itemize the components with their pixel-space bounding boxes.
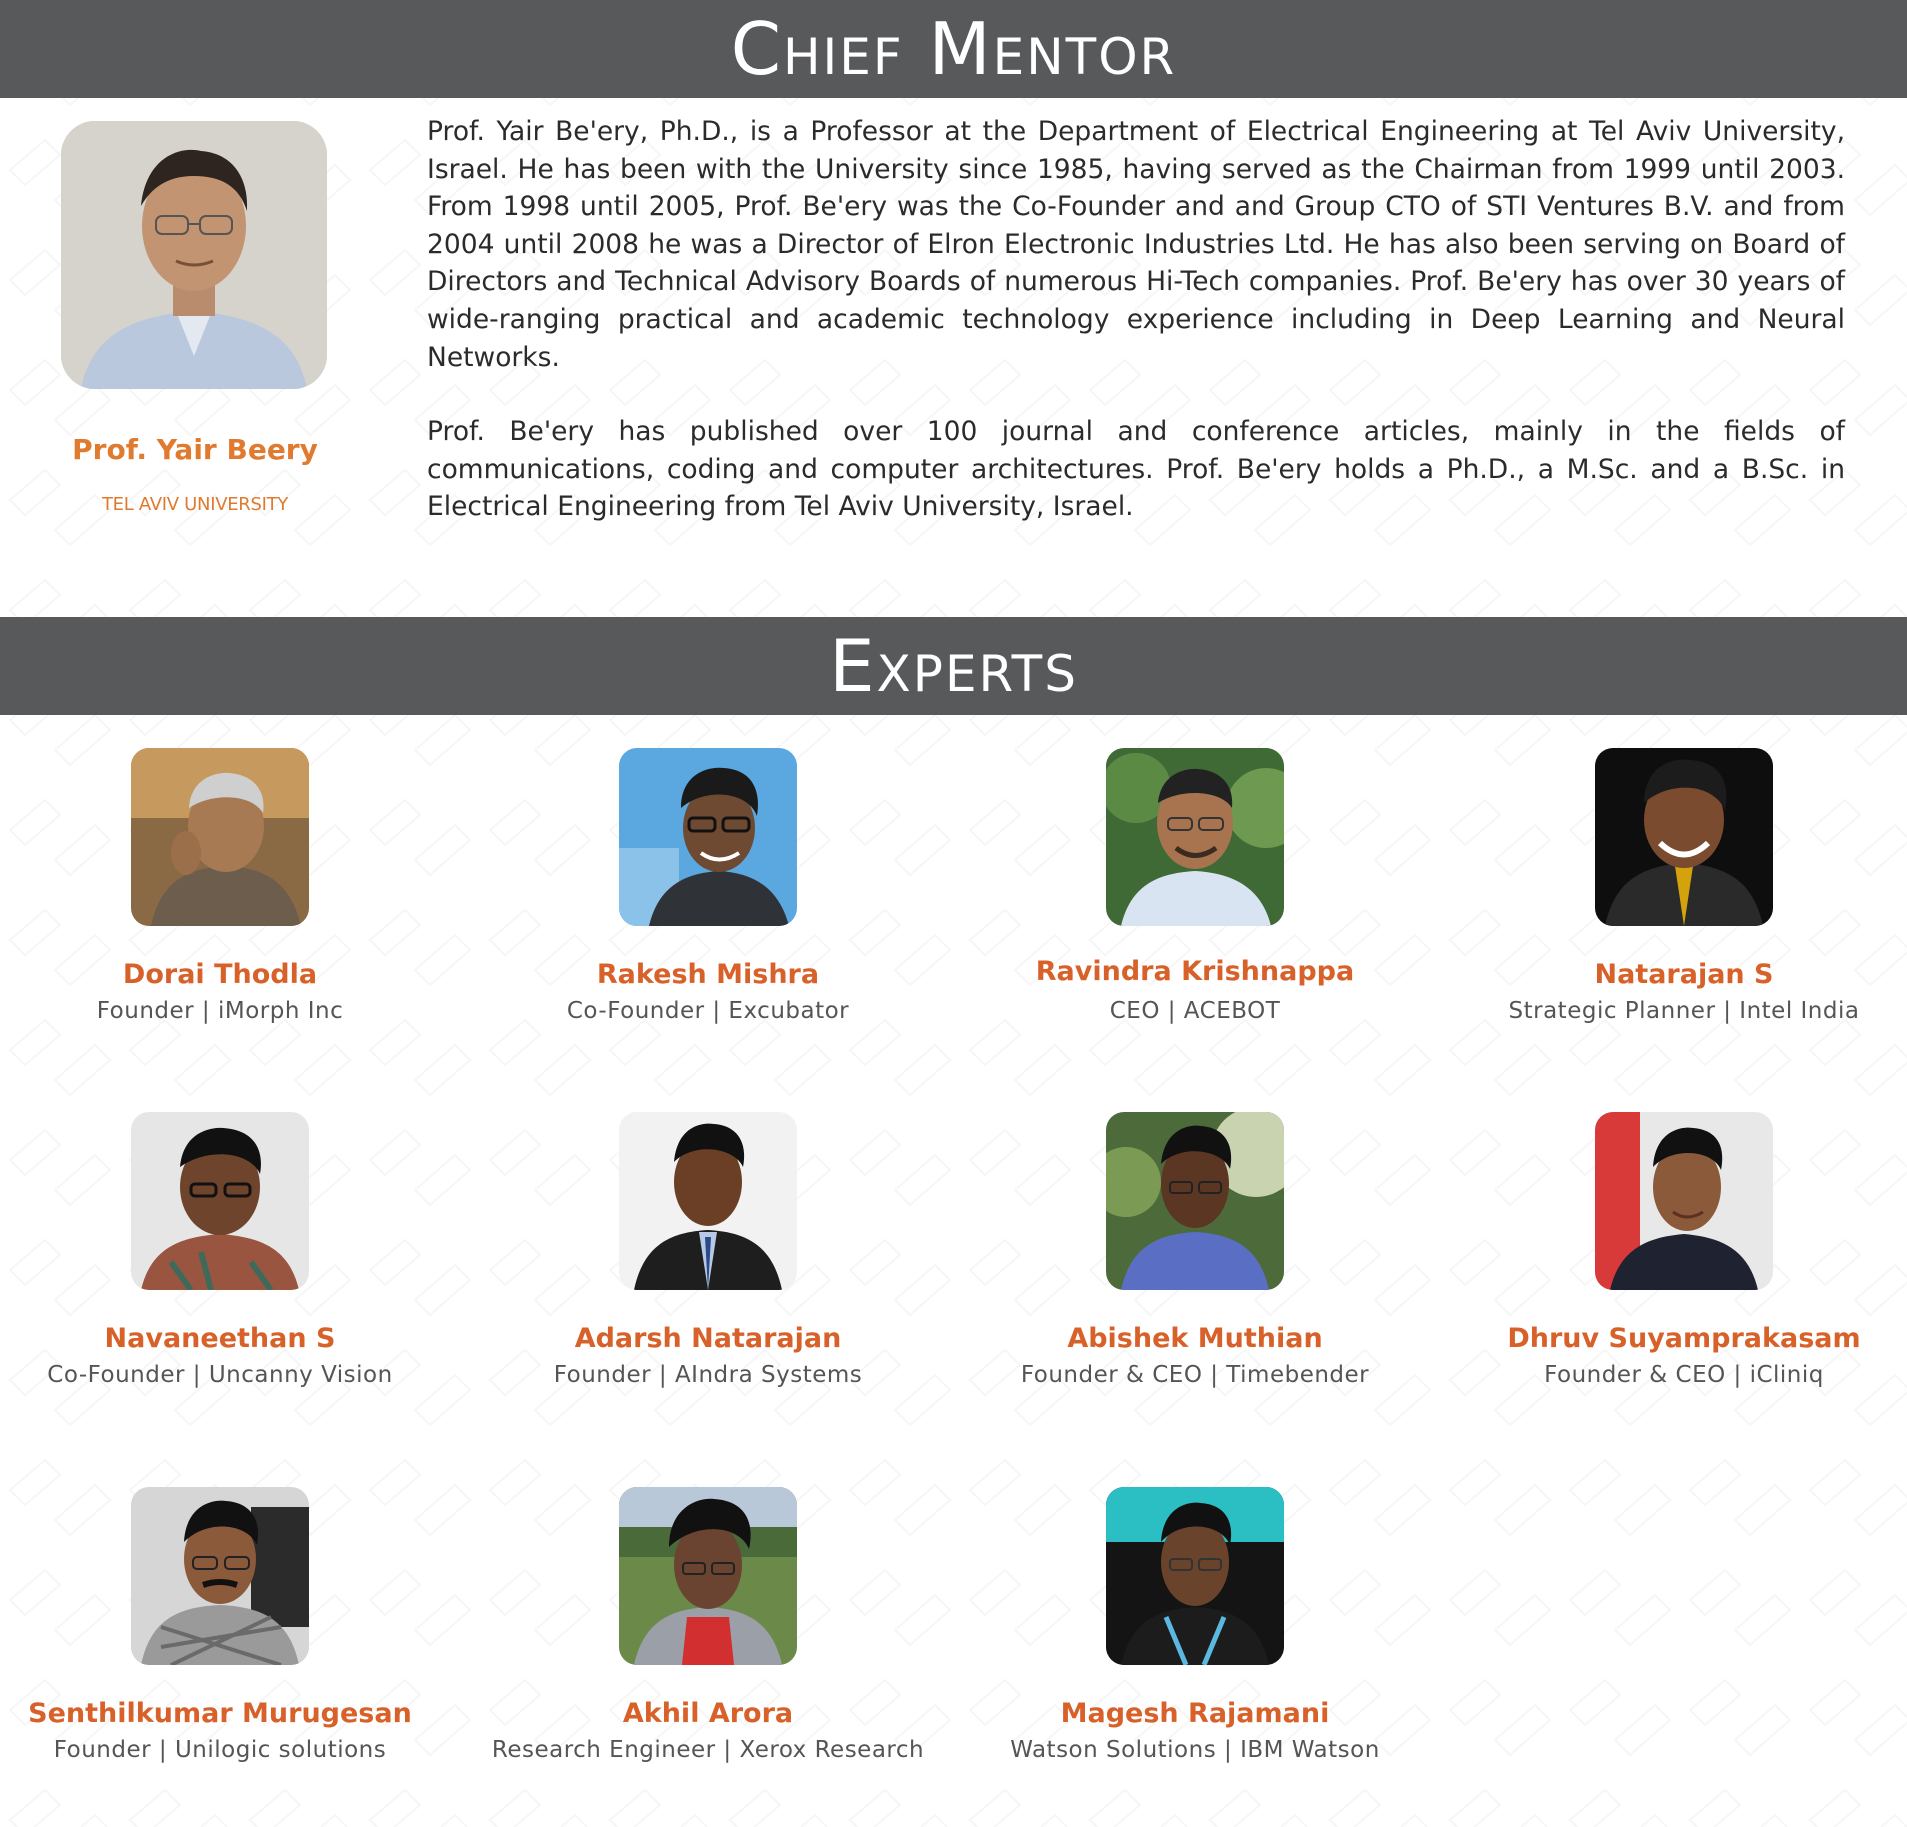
experts-heading: Experts (829, 624, 1078, 708)
experts-banner (0, 617, 1907, 715)
expert-role: Founder | Unilogic solutions (53, 1737, 387, 1763)
expert-role: CEO | ACEBOT (1109, 998, 1281, 1024)
expert-photo (131, 748, 309, 926)
expert-photo (1595, 748, 1773, 926)
expert-photo (131, 1112, 309, 1290)
expert-card (468, 748, 948, 1024)
expert-card (0, 1112, 460, 1388)
expert-photo (1595, 1112, 1773, 1290)
expert-role: Founder | iMorph Inc (96, 998, 344, 1024)
expert-role: Strategic Planner | Intel India (1508, 998, 1860, 1024)
expert-name: Adarsh Natarajan (574, 1323, 842, 1354)
expert-photo (619, 748, 797, 926)
expert-card (955, 748, 1435, 1024)
expert-role: Co-Founder | Uncanny Vision (47, 1362, 393, 1388)
expert-card (468, 1487, 948, 1763)
expert-name: Rakesh Mishra (596, 959, 820, 990)
expert-name: Akhil Arora (622, 1698, 794, 1729)
expert-name: Dorai Thodla (122, 959, 318, 990)
expert-name: Dhruv Suyamprakasam (1507, 1323, 1861, 1354)
mentor-photo (61, 121, 327, 389)
mentor-name: Prof. Yair Beery (72, 433, 318, 466)
expert-role: Founder & CEO | iCliniq (1544, 1362, 1824, 1388)
expert-card (955, 1112, 1435, 1388)
expert-name: Ravindra Krishnappa (1035, 956, 1355, 987)
expert-card (955, 1487, 1435, 1763)
expert-name: Magesh Rajamani (1060, 1698, 1330, 1729)
expert-role: Watson Solutions | IBM Watson (1010, 1737, 1380, 1763)
expert-card (1444, 748, 1907, 1024)
expert-name: Natarajan S (1594, 959, 1774, 990)
expert-name: Abishek Muthian (1067, 1323, 1323, 1354)
mentor-affiliation: TEL AVIV UNIVERSITY (101, 494, 289, 515)
expert-role: Founder & CEO | Timebender (1020, 1362, 1370, 1388)
expert-photo (619, 1112, 797, 1290)
expert-name: Senthilkumar Murugesan (28, 1698, 412, 1729)
chief-mentor-banner (0, 0, 1907, 98)
expert-photo (131, 1487, 309, 1665)
expert-card (0, 1487, 460, 1763)
expert-photo (619, 1487, 797, 1665)
expert-name: Navaneethan S (104, 1323, 336, 1354)
expert-photo (1106, 1112, 1284, 1290)
expert-photo (1106, 748, 1284, 926)
mentor-bio-paragraph-1: Prof. Yair Be'ery, Ph.D., is a Professor at the Department of Electrical Engineering at Tel Aviv University, Israel. He has been with the University since 1985, having served as the Chairman from 1999 until 2003. From 1998 until 2005, Prof. Be'ery was the Co-Founder and and Group CTO of STI Ventures B.V. and from 2004 until 2008 he was a Director of Elron Electronic Industries Ltd. He has also been serving on Board of Directors and Technical Advisory Boards of numerous Hi-Tech companies. Prof. Be'ery has over 30 years of wide-ranging practical and academic technology experience including in Deep Learning and Neural Networks. (427, 116, 1845, 373)
expert-role: Founder | AIndra Systems (553, 1362, 863, 1388)
expert-role: Co-Founder | Excubator (566, 998, 850, 1024)
mentor-bio-paragraph-2: Prof. Be'ery has published over 100 journal and conference articles, mainly in the fields of communications, coding and computer architectures. Prof. Be'ery holds a Ph.D., a M.Sc. and a B.Sc. in Electrical Engineering from Tel Aviv University, Israel. (427, 416, 1845, 523)
expert-card (1444, 1112, 1907, 1388)
chief-mentor-heading: Chief Mentor (730, 7, 1177, 91)
expert-photo (1106, 1487, 1284, 1665)
expert-card (0, 748, 460, 1024)
expert-role: Research Engineer | Xerox Research (491, 1737, 925, 1763)
expert-card (468, 1112, 948, 1388)
